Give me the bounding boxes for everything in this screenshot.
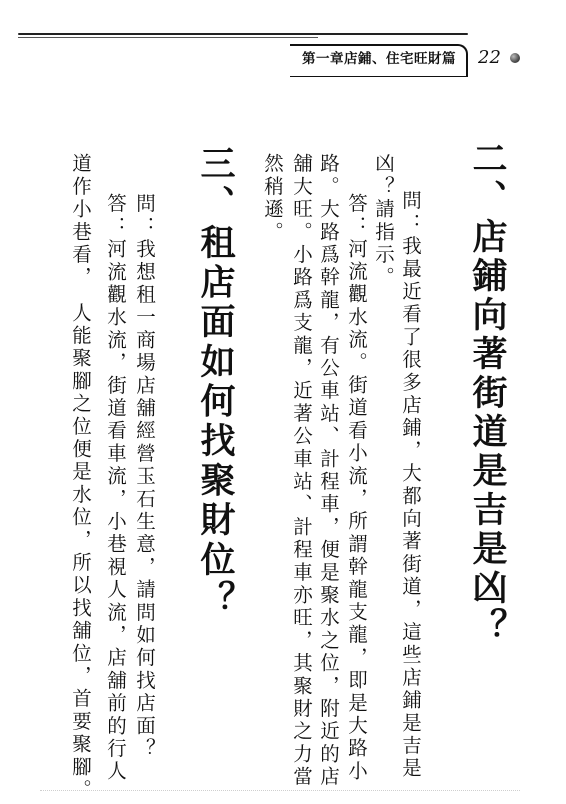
header-rule [18, 33, 468, 35]
section1-heading: 二、店鋪向著街道是吉是凶？ [467, 140, 507, 647]
section1-line-2: 凶？請指示。 [372, 153, 395, 290]
chapter-title: 第一章店鋪、住宅旺財篇 [302, 51, 456, 67]
section2-line-3: 道作小巷看， 人能聚腳之位便是水位，所以找舖位，首要聚腳。 [69, 153, 92, 802]
section2-line-1: 問：我想租一商場店舖經營玉石生意，請問如何找店面？ [133, 193, 156, 761]
footer-scan-noise [40, 790, 520, 792]
section1-line-1: 問：我最近看了很多店鋪，大都向著街道，這些店鋪是吉是 [399, 190, 422, 781]
section1-line-4: 路。大路爲幹龍，有公車站、計程車，便是聚水之位，附近的店 [317, 153, 340, 789]
section1-line-5: 舖大旺。小路爲支龍，近著公車站、計程車亦旺，其聚財之力當 [290, 153, 313, 789]
page-number: 22 [478, 47, 501, 68]
header-rule-thin [18, 37, 318, 38]
page-number-bullet-icon [510, 53, 520, 63]
section2-line-2: 答：河流觀水流，街道看車流，小巷視人流，店舖前的行人 [104, 193, 127, 784]
section1-line-3: 答：河流觀水流。街道看小流，所謂幹龍支龍，即是大路小 [345, 170, 368, 783]
section1-line-6: 然稍遜。 [261, 153, 284, 244]
section2-heading: 三、租店面如何找聚財位？ [195, 145, 235, 621]
